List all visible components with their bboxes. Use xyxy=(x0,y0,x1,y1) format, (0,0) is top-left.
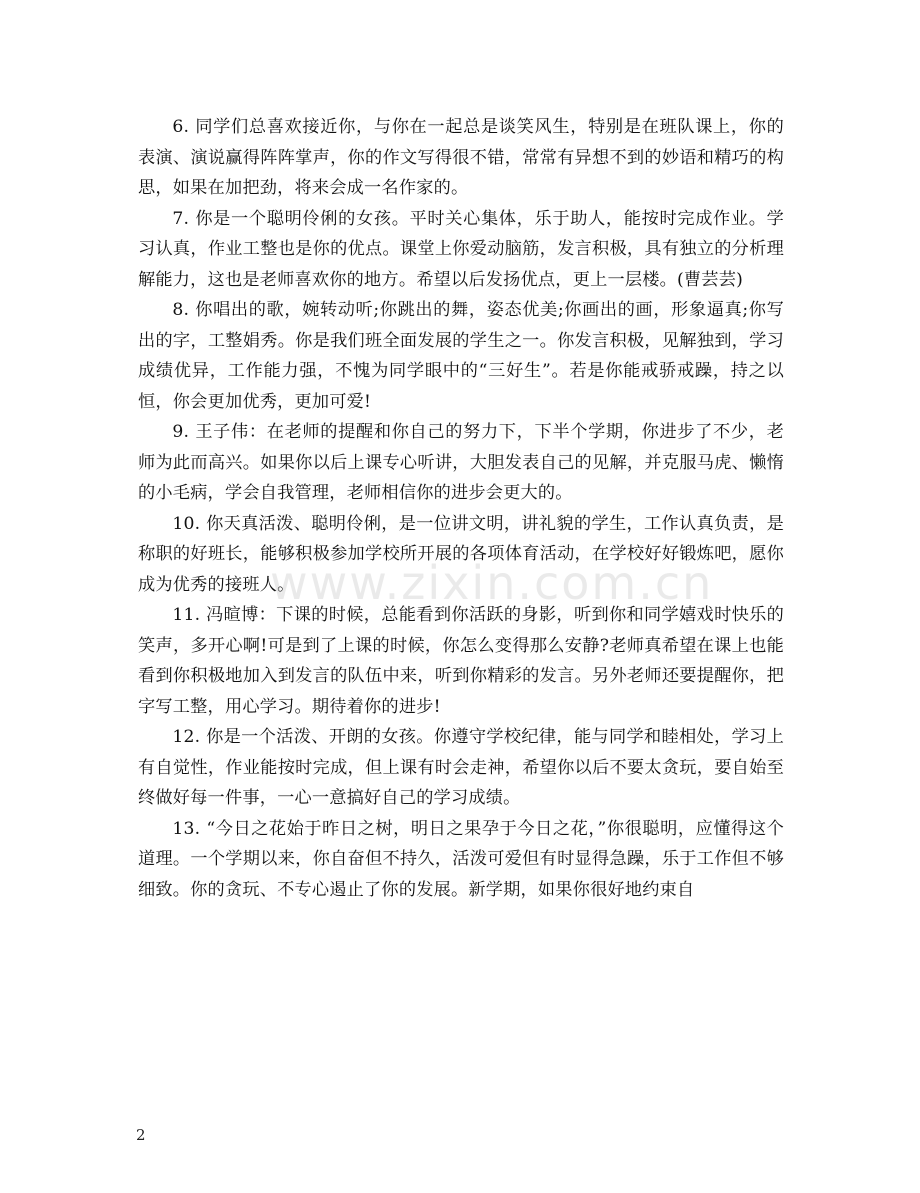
site-watermark: www.zixin.com.cn xyxy=(270,556,714,610)
paragraph-7: 7. 你是一个聪明伶俐的女孩。平时关心集体，乐于助人，能按时完成作业。学习认真，作业工整也是你的优点。课堂上你爱动脑筋，发言积极，具有独立的分析理解能力，这也是老师喜欢你的地方。希望以后发扬优点，更上一层楼。(曹芸芸) xyxy=(138,208,784,290)
page-number: 2 xyxy=(136,1126,146,1144)
paragraph-10: 10. 你天真活泼、聪明伶俐，是一位讲文明，讲礼貌的学生，工作认真负责，是称职的好班长，能够积极参加学校所开展的各项体育活动，在学校好好锻炼吧，愿你成为优秀的接班人。 xyxy=(138,513,784,595)
paragraph-13: 13. “今日之花始于昨日之树，明日之果孕于今日之花，”你很聪明，应懂得这个道理。一个学期以来，你自奋但不持久，活泼可爱但有时显得急躁，乐于工作但不够细致。你的贪玩、不专心遏止了你的发展。新学期，如果你很好地约束自 xyxy=(138,818,784,900)
paragraph-9: 9. 王子伟：在老师的提醒和你自己的努力下，下半个学期，你进步了不少，老师为此而高兴。如果你以后上课专心听讲，大胆发表自己的见解，并克服马虎、懒惰的小毛病，学会自我管理，老师相信你的进步会更大的。 xyxy=(138,422,784,503)
paragraph-12: 12. 你是一个活泼、开朗的女孩。你遵守学校纪律，能与同学和睦相处，学习上有自觉性，作业能按时完成，但上课有时会走神，希望你以后不要太贪玩，要自始至终做好每一件事，一心一意搞好自己的学习成绩。 xyxy=(138,727,784,808)
paragraph-11: 11. 冯暄博：下课的时候，总能看到你活跃的身影，听到你和同学嬉戏时快乐的笑声，多开心啊!可是到了上课的时候，你怎么变得那么安静?老师真希望在课上也能看到你积极地加入到发言的队伍中来，听到你精彩的发言。另外老师还要提醒你，把字写工整，用心学习。期待着你的进步! xyxy=(138,605,784,717)
paragraph-6: 6. 同学们总喜欢接近你，与你在一起总是谈笑风生，特别是在班队课上，你的表演、演说赢得阵阵掌声，你的作文写得很不错，常常有异想不到的妙语和精巧的构思，如果在加把劲，将来会成一名作家的。 xyxy=(138,117,784,198)
paragraph-8: 8. 你唱出的歌，婉转动听;你跳出的舞，姿态优美;你画出的画，形象逼真;你写出的字，工整娟秀。你是我们班全面发展的学生之一。你发言积极，见解独到，学习成绩优异，工作能力强，不愧为同学眼中的“三好生”。若是你能戒骄戒躁，持之以恒，你会更加优秀，更加可爱! xyxy=(138,300,784,412)
document-body xyxy=(138,112,784,905)
